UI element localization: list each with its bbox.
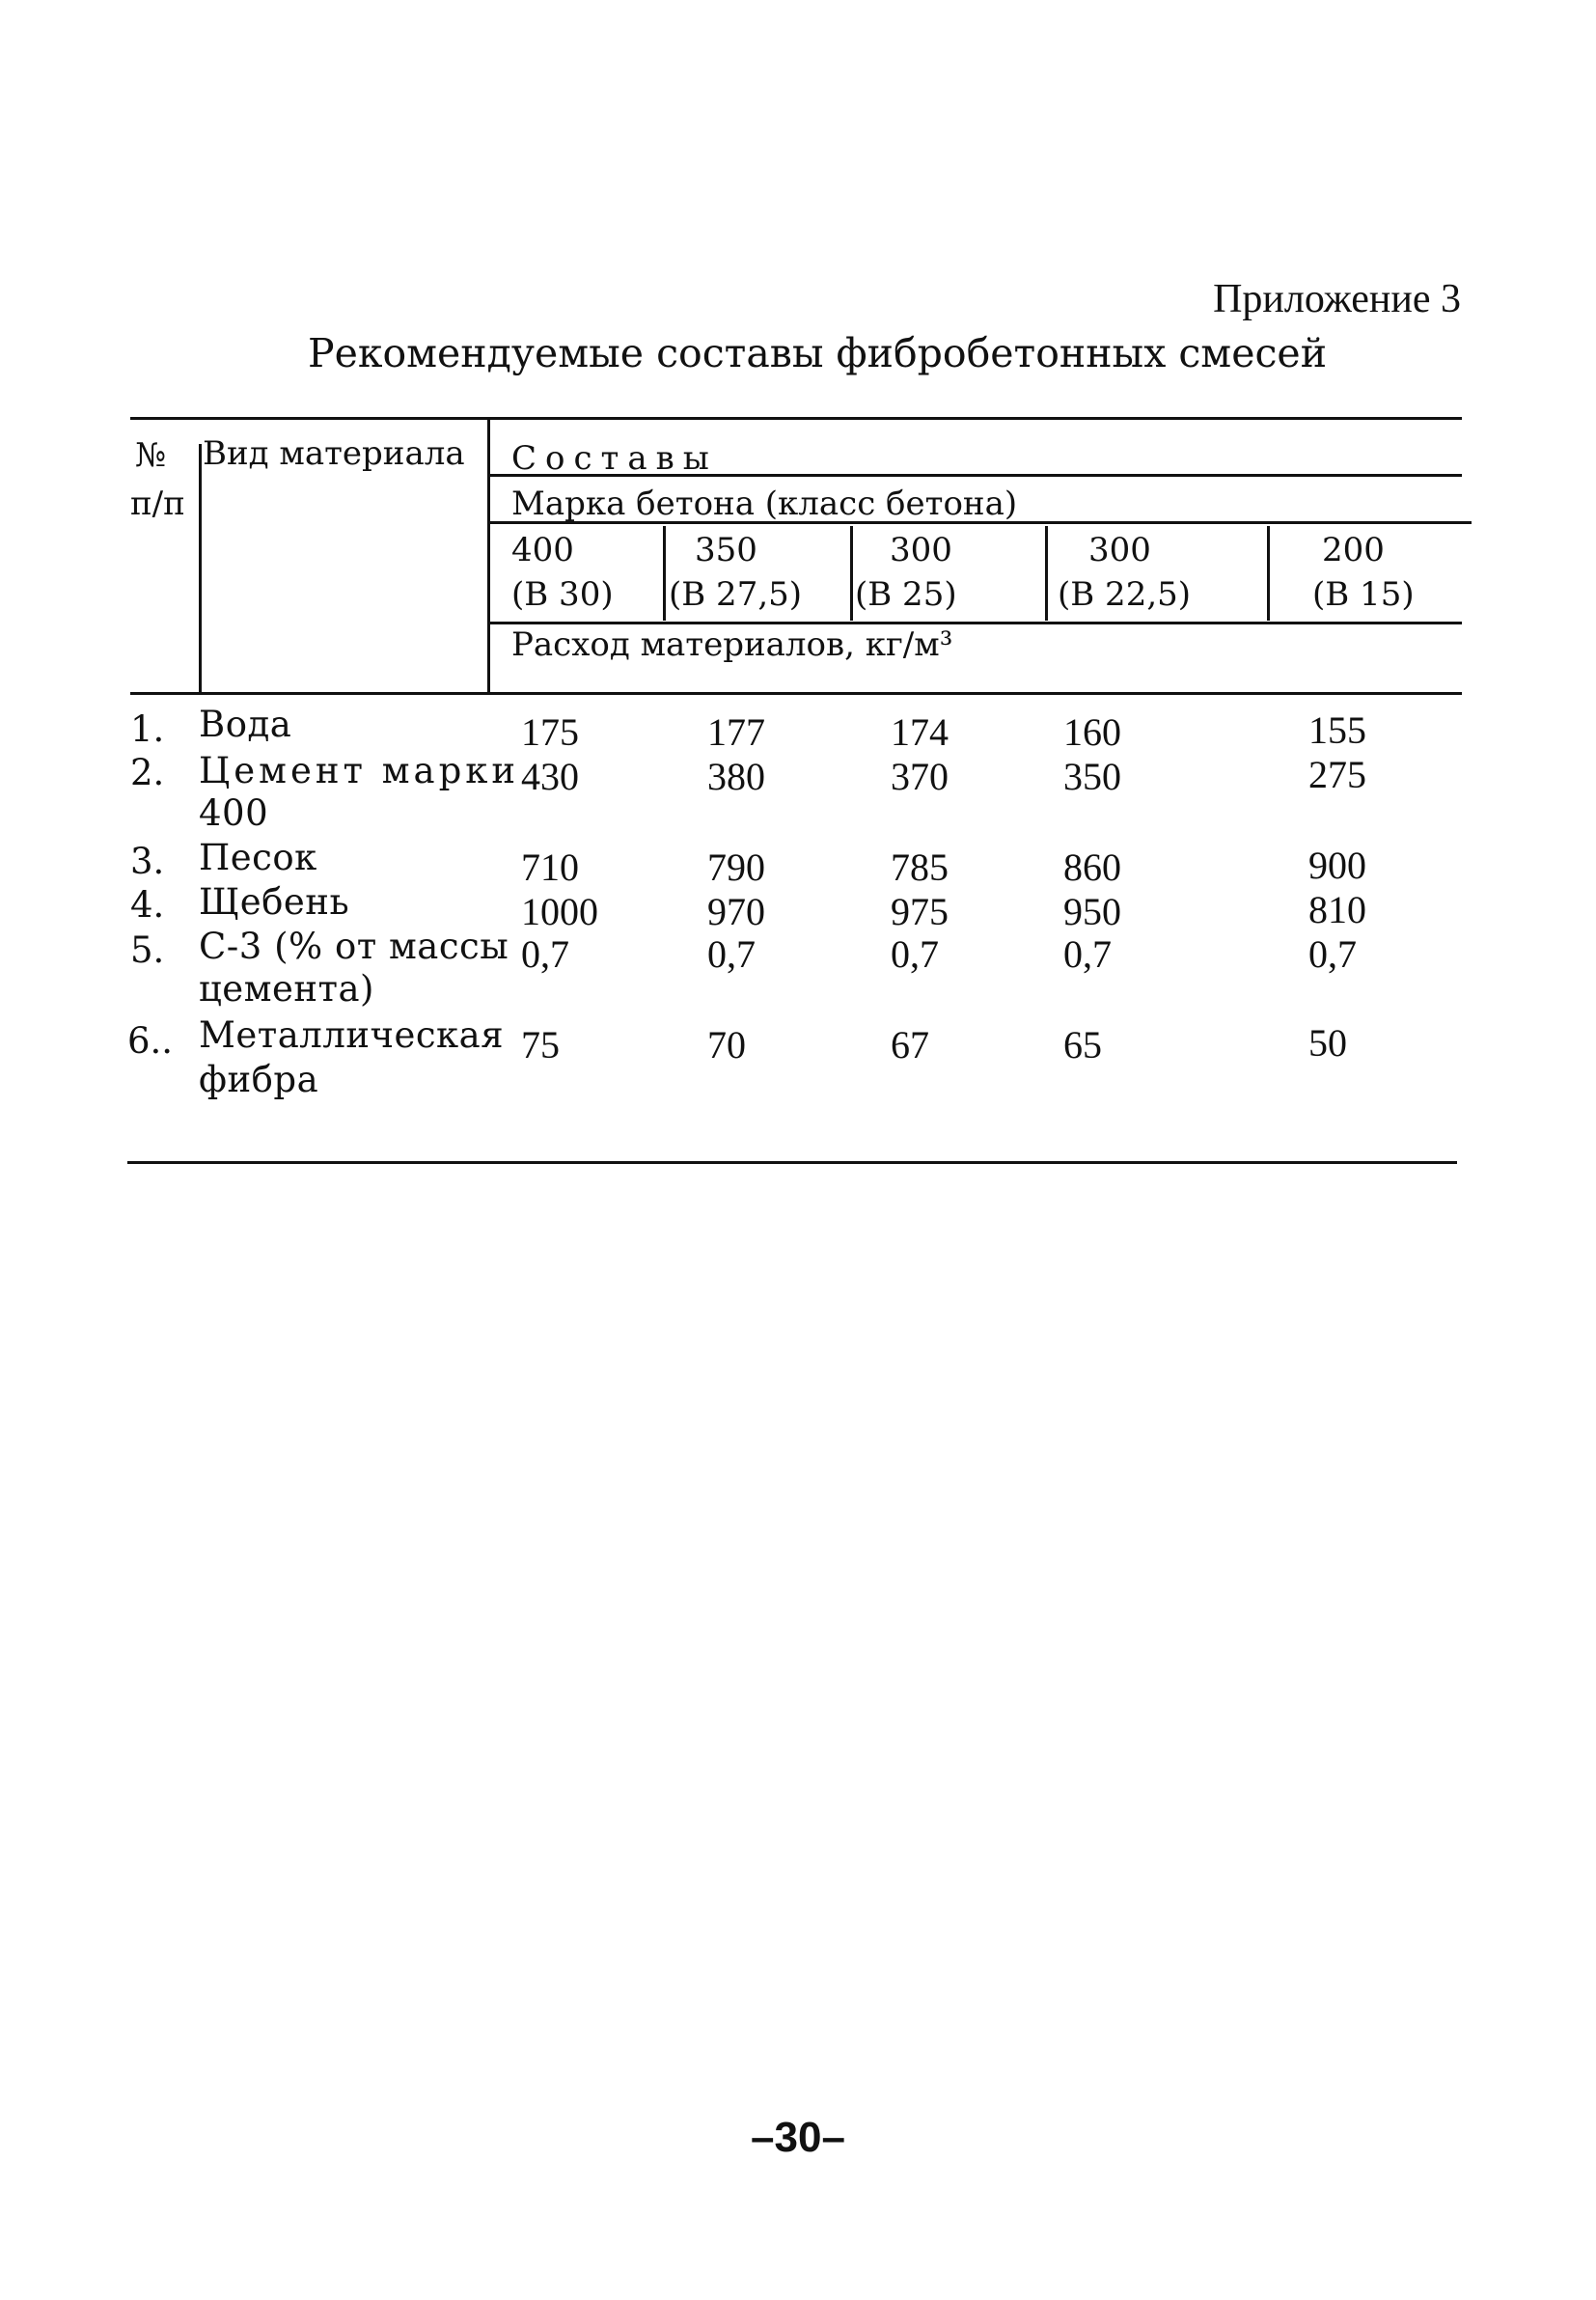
table-bottom-rule xyxy=(127,1161,1457,1164)
header-col-grade-2: 350 xyxy=(695,531,757,569)
cell-value: 430 xyxy=(521,755,579,798)
title-text: Рекомендуемые составы фибробетонных смесей xyxy=(307,330,1328,376)
page-number: –30– xyxy=(751,2114,845,2161)
row-material-cont: 400 xyxy=(199,792,269,834)
table-top-rule xyxy=(130,417,1462,420)
header-col-class-3: (В 25) xyxy=(855,575,957,614)
cell-value: 175 xyxy=(521,710,579,754)
material-column-divider xyxy=(487,417,490,693)
cell-value: 350 xyxy=(1063,755,1121,798)
cell-value: 50 xyxy=(1308,1021,1347,1065)
cell-value: 790 xyxy=(707,845,765,889)
row-material: Цемент марки xyxy=(199,750,520,791)
header-grade: Марка бетона (класс бетона) xyxy=(511,485,1018,523)
appendix-label: Приложение 3 xyxy=(1213,277,1461,321)
row-material-cont: фибра xyxy=(199,1059,319,1100)
cell-value: 860 xyxy=(1063,845,1121,889)
cell-value: 160 xyxy=(1063,710,1121,754)
cell-value: 0,7 xyxy=(707,932,756,976)
class-underline xyxy=(487,622,1462,624)
row-material: Металлическая xyxy=(199,1014,505,1056)
col-divider-4 xyxy=(1267,526,1270,621)
header-col-class-2: (В 27,5) xyxy=(669,575,803,614)
row-material: Песок xyxy=(199,837,317,878)
header-bottom-rule xyxy=(130,692,1462,695)
cell-value: 0,7 xyxy=(1308,932,1357,976)
header-num: № xyxy=(135,436,167,475)
cell-value: 177 xyxy=(707,710,765,754)
row-number: 1. xyxy=(130,708,165,750)
header-compositions: Составы xyxy=(511,439,718,478)
header-col-class-1: (В 30) xyxy=(511,575,614,614)
header-consumption: Расход материалов, кг/м³ xyxy=(511,625,953,664)
col-divider-1 xyxy=(663,526,666,621)
cell-value: 0,7 xyxy=(521,932,569,976)
cell-value: 75 xyxy=(521,1023,560,1067)
header-col-grade-3: 300 xyxy=(890,531,952,569)
cell-value: 0,7 xyxy=(891,932,939,976)
cell-value: 370 xyxy=(891,755,949,798)
row-material: С-3 (% от массы xyxy=(199,926,509,967)
row-material-cont: цемента) xyxy=(199,968,374,1010)
num-column-divider xyxy=(199,444,202,693)
cell-value: 275 xyxy=(1308,753,1366,796)
cell-value: 710 xyxy=(521,845,579,889)
header-col-grade-5: 200 xyxy=(1322,531,1385,569)
cell-value: 950 xyxy=(1063,890,1121,933)
col-divider-3 xyxy=(1045,526,1048,621)
cell-value: 900 xyxy=(1308,844,1366,887)
row-material: Щебень xyxy=(199,881,350,923)
cell-value: 970 xyxy=(707,890,765,933)
cell-value: 65 xyxy=(1063,1023,1102,1067)
header-col-class-5: (В 15) xyxy=(1312,575,1415,614)
cell-value: 785 xyxy=(891,845,949,889)
header-col-grade-4: 300 xyxy=(1088,531,1151,569)
header-col-class-4: (В 22,5) xyxy=(1058,575,1192,614)
row-number: 4. xyxy=(130,884,165,926)
cell-value: 155 xyxy=(1308,708,1366,752)
cell-value: 810 xyxy=(1308,888,1366,931)
cell-value: 67 xyxy=(891,1023,929,1067)
cell-value: 1000 xyxy=(521,890,598,933)
cell-value: 0,7 xyxy=(1063,932,1112,976)
header-col-grade-1: 400 xyxy=(511,531,574,569)
row-number: 6.. xyxy=(127,1020,174,1062)
row-number: 2. xyxy=(130,752,165,793)
cell-value: 975 xyxy=(891,890,949,933)
cell-value: 380 xyxy=(707,755,765,798)
header-material: Вид материала xyxy=(203,434,465,473)
col-divider-2 xyxy=(850,526,853,621)
header-num-sub: п/п xyxy=(130,485,185,523)
row-number: 3. xyxy=(130,841,165,882)
row-material: Вода xyxy=(199,704,292,745)
row-number: 5. xyxy=(130,929,165,971)
cell-value: 70 xyxy=(707,1023,746,1067)
document-title xyxy=(0,330,1596,376)
cell-value: 174 xyxy=(891,710,949,754)
